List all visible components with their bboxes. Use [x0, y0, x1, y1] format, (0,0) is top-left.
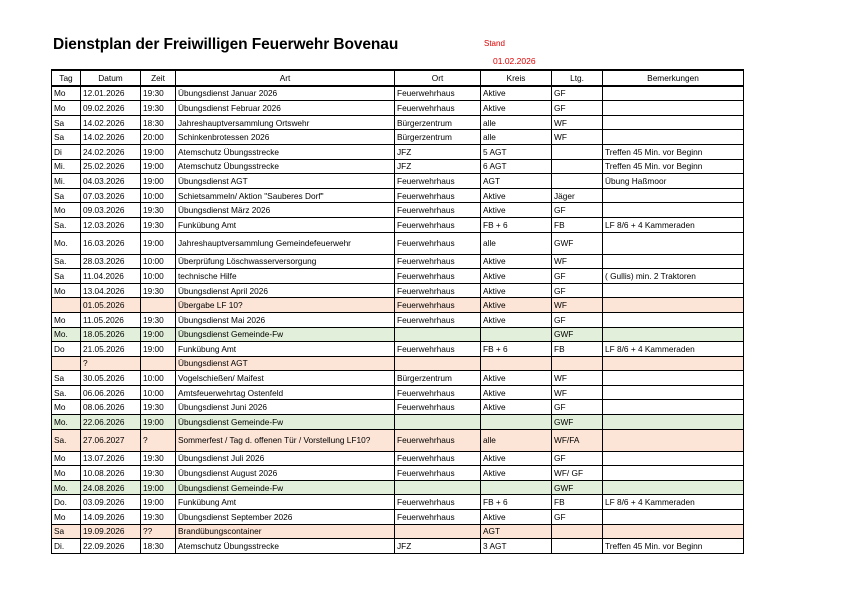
cell-datum: 13.07.2026: [81, 451, 141, 466]
cell-tag: Sa: [52, 188, 81, 203]
cell-zeit: 19:30: [141, 101, 176, 116]
cell-ort: Feuerwehrhaus: [395, 86, 481, 101]
cell-bemerkungen: [603, 130, 744, 145]
cell-ltg: [552, 524, 603, 539]
cell-datum: 25.02.2026: [81, 159, 141, 174]
cell-bemerkungen: Treffen 45 Min. vor Beginn: [603, 144, 744, 159]
cell-datum: 30.05.2026: [81, 371, 141, 386]
cell-kreis: [481, 480, 552, 495]
cell-zeit: 19:30: [141, 312, 176, 327]
cell-ltg: GF: [552, 510, 603, 525]
cell-tag: Mo.: [52, 415, 81, 430]
cell-zeit: 19:00: [141, 415, 176, 430]
cell-ort: [395, 524, 481, 539]
cell-art: Übungsdienst März 2026: [176, 203, 395, 218]
cell-zeit: 19:30: [141, 203, 176, 218]
cell-zeit: 18:30: [141, 115, 176, 130]
cell-datum: 22.06.2026: [81, 415, 141, 430]
table-row: [52, 415, 744, 430]
stand-label: Stand: [484, 39, 505, 48]
table-row: [52, 101, 744, 116]
cell-bemerkungen: [603, 254, 744, 269]
cell-tag: Sa: [52, 524, 81, 539]
cell-ltg: WF/FA: [552, 429, 603, 451]
cell-art: Vogelschießen/ Maifest: [176, 371, 395, 386]
cell-kreis: Aktive: [481, 269, 552, 284]
cell-art: Atemschutz Übungsstrecke: [176, 539, 395, 554]
cell-art: Übungsdienst Gemeinde-Fw: [176, 327, 395, 342]
cell-datum: 06.06.2026: [81, 385, 141, 400]
cell-ort: Feuerwehrhaus: [395, 495, 481, 510]
cell-tag: Sa: [52, 115, 81, 130]
cell-datum: 21.05.2026: [81, 342, 141, 357]
table-row: [52, 400, 744, 415]
cell-zeit: 20:00: [141, 130, 176, 145]
cell-zeit: [141, 356, 176, 371]
cell-zeit: 10:00: [141, 371, 176, 386]
cell-ort: Feuerwehrhaus: [395, 298, 481, 313]
cell-kreis: Aktive: [481, 371, 552, 386]
cell-ort: Feuerwehrhaus: [395, 510, 481, 525]
col-header-tag: Tag: [52, 70, 81, 86]
table-row: [52, 495, 744, 510]
cell-zeit: 19:00: [141, 342, 176, 357]
cell-zeit: 19:30: [141, 217, 176, 232]
cell-tag: Mo: [52, 203, 81, 218]
cell-art: Sommerfest / Tag d. offenen Tür / Vorstellung LF10?: [176, 429, 395, 451]
cell-bemerkungen: [603, 466, 744, 481]
cell-tag: [52, 298, 81, 313]
col-header-zeit: Zeit: [141, 70, 176, 86]
cell-datum: 13.04.2026: [81, 283, 141, 298]
table-row: [52, 159, 744, 174]
cell-bemerkungen: [603, 312, 744, 327]
cell-art: Schietsammeln/ Aktion "Sauberes Dorf": [176, 188, 395, 203]
cell-zeit: 19:30: [141, 283, 176, 298]
cell-ort: Feuerwehrhaus: [395, 269, 481, 284]
cell-zeit: 10:00: [141, 188, 176, 203]
cell-kreis: Aktive: [481, 188, 552, 203]
cell-zeit: 10:00: [141, 385, 176, 400]
cell-ort: Feuerwehrhaus: [395, 174, 481, 189]
cell-ltg: WF/ GF: [552, 466, 603, 481]
table-row: [52, 327, 744, 342]
cell-zeit: ??: [141, 524, 176, 539]
cell-datum: 07.03.2026: [81, 188, 141, 203]
cell-ort: JFZ: [395, 159, 481, 174]
cell-ort: [395, 356, 481, 371]
cell-zeit: 19:00: [141, 327, 176, 342]
cell-ltg: WF: [552, 254, 603, 269]
cell-tag: Di: [52, 144, 81, 159]
cell-datum: 11.05.2026: [81, 312, 141, 327]
cell-art: Übungsdienst Gemeinde-Fw: [176, 480, 395, 495]
cell-zeit: 19:00: [141, 232, 176, 254]
cell-art: Überprüfung Löschwasserversorgung: [176, 254, 395, 269]
cell-ort: Feuerwehrhaus: [395, 429, 481, 451]
cell-bemerkungen: [603, 188, 744, 203]
table-row: [52, 254, 744, 269]
cell-tag: Do.: [52, 495, 81, 510]
cell-tag: Sa.: [52, 254, 81, 269]
cell-ltg: GF: [552, 269, 603, 284]
cell-art: Funkübung Amt: [176, 217, 395, 232]
cell-zeit: 10:00: [141, 254, 176, 269]
table-row: [52, 86, 744, 101]
cell-bemerkungen: LF 8/6 + 4 Kammeraden: [603, 342, 744, 357]
cell-ltg: FB: [552, 217, 603, 232]
cell-bemerkungen: Treffen 45 Min. vor Beginn: [603, 539, 744, 554]
cell-ltg: GWF: [552, 232, 603, 254]
cell-bemerkungen: [603, 429, 744, 451]
cell-datum: 09.03.2026: [81, 203, 141, 218]
cell-kreis: Aktive: [481, 510, 552, 525]
cell-bemerkungen: [603, 232, 744, 254]
cell-ltg: GF: [552, 283, 603, 298]
cell-ltg: GF: [552, 101, 603, 116]
cell-bemerkungen: [603, 451, 744, 466]
cell-kreis: alle: [481, 130, 552, 145]
cell-ltg: [552, 144, 603, 159]
cell-kreis: Aktive: [481, 298, 552, 313]
cell-kreis: alle: [481, 429, 552, 451]
cell-ort: JFZ: [395, 144, 481, 159]
cell-kreis: 3 AGT: [481, 539, 552, 554]
cell-tag: Mo.: [52, 480, 81, 495]
cell-datum: 12.01.2026: [81, 86, 141, 101]
cell-bemerkungen: [603, 203, 744, 218]
stand-date: 01.02.2026: [493, 56, 536, 66]
cell-ort: Feuerwehrhaus: [395, 466, 481, 481]
cell-tag: Sa: [52, 130, 81, 145]
cell-art: Übungsdienst Mai 2026: [176, 312, 395, 327]
cell-art: Übungsdienst Juni 2026: [176, 400, 395, 415]
cell-kreis: Aktive: [481, 466, 552, 481]
cell-tag: Sa.: [52, 217, 81, 232]
cell-ort: Feuerwehrhaus: [395, 101, 481, 116]
cell-bemerkungen: [603, 327, 744, 342]
cell-zeit: 19:30: [141, 86, 176, 101]
cell-art: Übungsdienst AGT: [176, 174, 395, 189]
cell-ltg: GF: [552, 203, 603, 218]
cell-zeit: ?: [141, 429, 176, 451]
cell-bemerkungen: [603, 298, 744, 313]
cell-tag: Sa.: [52, 429, 81, 451]
table-row: [52, 115, 744, 130]
cell-ltg: [552, 539, 603, 554]
cell-zeit: 19:00: [141, 174, 176, 189]
cell-ltg: WF: [552, 385, 603, 400]
table-row: [52, 356, 744, 371]
cell-kreis: alle: [481, 232, 552, 254]
cell-datum: 03.09.2026: [81, 495, 141, 510]
cell-art: Jahreshauptversammlung Ortswehr: [176, 115, 395, 130]
col-header-art: Art: [176, 70, 395, 86]
table-row: [52, 524, 744, 539]
cell-art: Atemschutz Übungsstrecke: [176, 159, 395, 174]
cell-ltg: WF: [552, 130, 603, 145]
cell-tag: Sa: [52, 269, 81, 284]
table-row: [52, 385, 744, 400]
cell-ltg: GF: [552, 451, 603, 466]
cell-zeit: 19:00: [141, 480, 176, 495]
cell-tag: Do: [52, 342, 81, 357]
cell-art: Amtsfeuerwehrtag Ostenfeld: [176, 385, 395, 400]
table-row: [52, 510, 744, 525]
cell-datum: ?: [81, 356, 141, 371]
cell-bemerkungen: [603, 283, 744, 298]
cell-ltg: GWF: [552, 415, 603, 430]
cell-datum: 16.03.2026: [81, 232, 141, 254]
cell-ort: Bürgerzentrum: [395, 115, 481, 130]
cell-kreis: Aktive: [481, 283, 552, 298]
page-title: Dienstplan der Freiwilligen Feuerwehr Bovenau: [53, 36, 399, 53]
cell-bemerkungen: LF 8/6 + 4 Kammeraden: [603, 217, 744, 232]
cell-kreis: [481, 415, 552, 430]
cell-art: Atemschutz Übungsstrecke: [176, 144, 395, 159]
table-row: [52, 480, 744, 495]
cell-art: Übungsdienst September 2026: [176, 510, 395, 525]
cell-datum: 27.06.2027: [81, 429, 141, 451]
table-row: [52, 232, 744, 254]
cell-datum: 01.05.2026: [81, 298, 141, 313]
cell-datum: 04.03.2026: [81, 174, 141, 189]
cell-ltg: [552, 356, 603, 371]
table-row: [52, 539, 744, 554]
cell-datum: 19.09.2026: [81, 524, 141, 539]
cell-ort: Feuerwehrhaus: [395, 342, 481, 357]
cell-datum: 10.08.2026: [81, 466, 141, 481]
table-header-row: [52, 70, 744, 86]
cell-zeit: 19:00: [141, 144, 176, 159]
cell-zeit: [141, 298, 176, 313]
cell-art: Funkübung Amt: [176, 342, 395, 357]
cell-ltg: FB: [552, 342, 603, 357]
table-row: [52, 203, 744, 218]
cell-kreis: FB + 6: [481, 217, 552, 232]
cell-ltg: WF: [552, 115, 603, 130]
cell-ltg: [552, 174, 603, 189]
cell-art: Übungsdienst August 2026: [176, 466, 395, 481]
cell-datum: 12.03.2026: [81, 217, 141, 232]
cell-tag: Mo: [52, 451, 81, 466]
cell-kreis: Aktive: [481, 451, 552, 466]
cell-zeit: 10:00: [141, 269, 176, 284]
table-row: [52, 466, 744, 481]
cell-tag: Mo.: [52, 327, 81, 342]
cell-tag: Mo: [52, 510, 81, 525]
cell-datum: 18.05.2026: [81, 327, 141, 342]
cell-bemerkungen: [603, 400, 744, 415]
cell-ltg: GWF: [552, 327, 603, 342]
cell-art: technische Hilfe: [176, 269, 395, 284]
cell-ort: Feuerwehrhaus: [395, 451, 481, 466]
cell-ltg: WF: [552, 371, 603, 386]
cell-kreis: Aktive: [481, 101, 552, 116]
cell-ltg: GF: [552, 400, 603, 415]
cell-zeit: 19:30: [141, 466, 176, 481]
cell-kreis: alle: [481, 115, 552, 130]
cell-art: Schinkenbrotessen 2026: [176, 130, 395, 145]
cell-bemerkungen: [603, 415, 744, 430]
cell-art: Übungsdienst Gemeinde-Fw: [176, 415, 395, 430]
cell-kreis: 6 AGT: [481, 159, 552, 174]
cell-kreis: [481, 356, 552, 371]
table-row: [52, 144, 744, 159]
cell-tag: Mo: [52, 86, 81, 101]
col-header-kreis: Kreis: [481, 70, 552, 86]
col-header-datum: Datum: [81, 70, 141, 86]
cell-kreis: Aktive: [481, 312, 552, 327]
table-row: [52, 451, 744, 466]
cell-ltg: WF: [552, 298, 603, 313]
cell-tag: Mi.: [52, 174, 81, 189]
cell-ltg: GWF: [552, 480, 603, 495]
cell-art: Übungsdienst Juli 2026: [176, 451, 395, 466]
cell-tag: Mo: [52, 101, 81, 116]
table-row: [52, 342, 744, 357]
cell-zeit: 19:30: [141, 510, 176, 525]
table-body: [52, 86, 744, 554]
cell-ort: Feuerwehrhaus: [395, 188, 481, 203]
duty-schedule-table: [51, 69, 744, 554]
cell-kreis: Aktive: [481, 86, 552, 101]
table-row: [52, 283, 744, 298]
cell-bemerkungen: [603, 101, 744, 116]
cell-datum: 08.06.2026: [81, 400, 141, 415]
col-header-ltg: Ltg.: [552, 70, 603, 86]
cell-bemerkungen: Treffen 45 Min. vor Beginn: [603, 159, 744, 174]
cell-ort: Bürgerzentrum: [395, 130, 481, 145]
cell-bemerkungen: [603, 115, 744, 130]
cell-datum: 14.02.2026: [81, 130, 141, 145]
cell-tag: [52, 356, 81, 371]
table-row: [52, 269, 744, 284]
cell-kreis: FB + 6: [481, 495, 552, 510]
cell-tag: Mi.: [52, 159, 81, 174]
cell-tag: Sa: [52, 371, 81, 386]
cell-datum: 24.02.2026: [81, 144, 141, 159]
table-row: [52, 298, 744, 313]
cell-tag: Mo: [52, 312, 81, 327]
cell-ort: JFZ: [395, 539, 481, 554]
table-row: [52, 174, 744, 189]
cell-ort: Feuerwehrhaus: [395, 283, 481, 298]
cell-tag: Sa.: [52, 385, 81, 400]
cell-ort: Bürgerzentrum: [395, 371, 481, 386]
cell-datum: 28.03.2026: [81, 254, 141, 269]
cell-ltg: [552, 159, 603, 174]
cell-art: Funkübung Amt: [176, 495, 395, 510]
cell-ltg: GF: [552, 86, 603, 101]
cell-kreis: Aktive: [481, 254, 552, 269]
cell-tag: Mo: [52, 466, 81, 481]
cell-bemerkungen: [603, 524, 744, 539]
cell-art: Jahreshauptversammlung Gemeindefeuerwehr: [176, 232, 395, 254]
cell-bemerkungen: ( Gullis) min. 2 Traktoren: [603, 269, 744, 284]
cell-kreis: AGT: [481, 524, 552, 539]
cell-datum: 22.09.2026: [81, 539, 141, 554]
table-row: [52, 371, 744, 386]
cell-kreis: Aktive: [481, 203, 552, 218]
table-row: [52, 188, 744, 203]
cell-art: Brandübungscontainer: [176, 524, 395, 539]
cell-kreis: Aktive: [481, 400, 552, 415]
cell-ort: Feuerwehrhaus: [395, 385, 481, 400]
cell-ltg: Jäger: [552, 188, 603, 203]
cell-bemerkungen: LF 8/6 + 4 Kammeraden: [603, 495, 744, 510]
cell-bemerkungen: [603, 385, 744, 400]
table-row: [52, 312, 744, 327]
col-header-bemerkungen: Bemerkungen: [603, 70, 744, 86]
cell-kreis: 5 AGT: [481, 144, 552, 159]
table-row: [52, 217, 744, 232]
cell-kreis: AGT: [481, 174, 552, 189]
cell-datum: 14.02.2026: [81, 115, 141, 130]
cell-bemerkungen: [603, 510, 744, 525]
cell-kreis: Aktive: [481, 385, 552, 400]
cell-zeit: 19:00: [141, 159, 176, 174]
cell-ort: Feuerwehrhaus: [395, 232, 481, 254]
col-header-ort: Ort: [395, 70, 481, 86]
cell-datum: 14.09.2026: [81, 510, 141, 525]
cell-kreis: [481, 327, 552, 342]
cell-kreis: FB + 6: [481, 342, 552, 357]
cell-ort: Feuerwehrhaus: [395, 312, 481, 327]
cell-tag: Mo: [52, 400, 81, 415]
cell-tag: Mo.: [52, 232, 81, 254]
cell-ort: [395, 327, 481, 342]
cell-ltg: GF: [552, 312, 603, 327]
cell-datum: 09.02.2026: [81, 101, 141, 116]
table-row: [52, 130, 744, 145]
cell-ort: Feuerwehrhaus: [395, 203, 481, 218]
cell-ort: [395, 415, 481, 430]
cell-zeit: 19:00: [141, 495, 176, 510]
cell-datum: 24.08.2026: [81, 480, 141, 495]
cell-ort: Feuerwehrhaus: [395, 217, 481, 232]
cell-art: Übungsdienst Januar 2026: [176, 86, 395, 101]
cell-art: Übungsdienst Februar 2026: [176, 101, 395, 116]
cell-bemerkungen: [603, 480, 744, 495]
cell-bemerkungen: [603, 86, 744, 101]
cell-art: Übergabe LF 10?: [176, 298, 395, 313]
cell-datum: 11.04.2026: [81, 269, 141, 284]
cell-ltg: FB: [552, 495, 603, 510]
cell-zeit: 19:30: [141, 451, 176, 466]
cell-bemerkungen: Übung Haßmoor: [603, 174, 744, 189]
cell-tag: Mo: [52, 283, 81, 298]
cell-art: Übungsdienst April 2026: [176, 283, 395, 298]
cell-bemerkungen: [603, 371, 744, 386]
cell-ort: Feuerwehrhaus: [395, 254, 481, 269]
cell-bemerkungen: [603, 356, 744, 371]
cell-art: Übungsdienst AGT: [176, 356, 395, 371]
cell-ort: Feuerwehrhaus: [395, 400, 481, 415]
cell-ort: [395, 480, 481, 495]
cell-zeit: 19:30: [141, 400, 176, 415]
cell-zeit: 18:30: [141, 539, 176, 554]
table-row: [52, 429, 744, 451]
cell-tag: Di.: [52, 539, 81, 554]
